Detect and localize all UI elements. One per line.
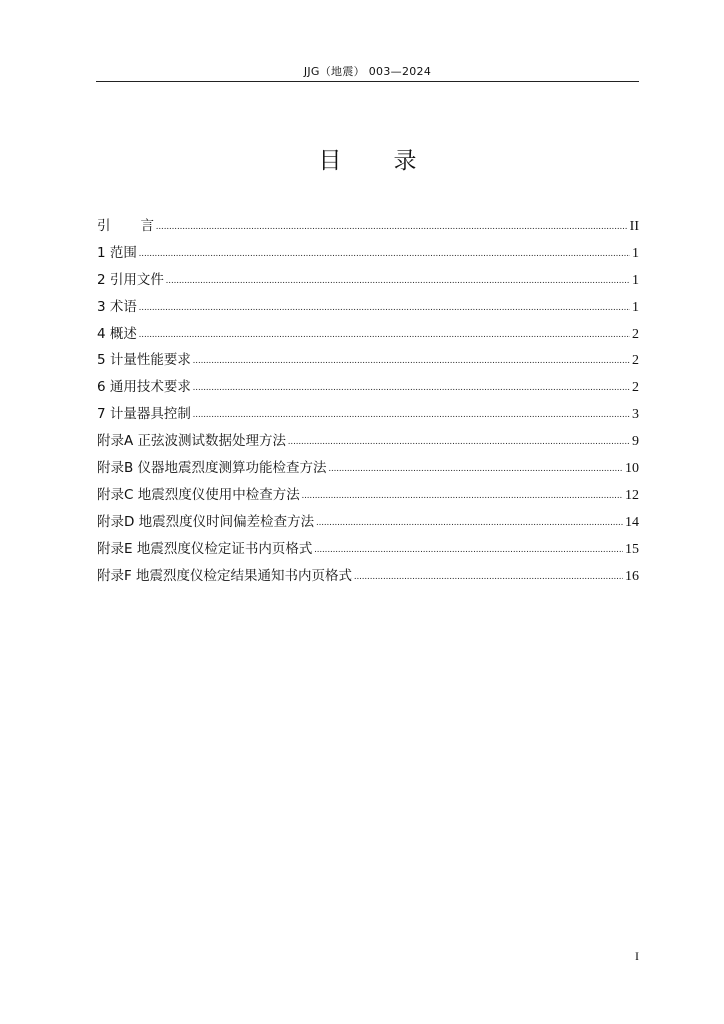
toc-entry-introduction[interactable] — [97, 213, 639, 240]
toc-entry-6[interactable] — [97, 374, 639, 401]
toc-entry-page: 14 — [625, 514, 639, 530]
toc-entry-7[interactable] — [97, 401, 639, 428]
toc-entry-page: 12 — [625, 487, 639, 503]
toc-leader-dots — [193, 355, 630, 365]
header-rule — [96, 81, 639, 82]
toc-entry-3[interactable] — [97, 294, 639, 321]
toc-entry-label: 附录A 正弦波测试数据处理方法 — [97, 433, 287, 450]
toc-entry-appendix-c[interactable] — [97, 482, 639, 509]
toc-entry-label: 3 术语 — [97, 298, 137, 315]
toc-entry-page: 3 — [632, 407, 639, 423]
toc-entry-label: 2 引用文件 — [97, 271, 164, 288]
toc-entry-page: 1 — [632, 272, 639, 288]
toc-entry-label: 附录F 地震烈度仪检定结果通知书内页格式 — [97, 567, 353, 584]
toc-entry-page: II — [629, 219, 639, 234]
toc-entry-appendix-d[interactable] — [97, 509, 639, 536]
toc-leader-dots — [329, 463, 623, 473]
toc-leader-dots — [139, 302, 630, 312]
toc-entry-label: 5 计量性能要求 — [97, 352, 191, 369]
toc-leader-dots — [139, 248, 630, 258]
toc-entry-label: 附录C 地震烈度仪使用中检查方法 — [97, 486, 300, 503]
toc-entry-label: 附录B 仪器地震烈度测算功能检查方法 — [97, 460, 327, 477]
toc-leader-dots — [139, 329, 630, 339]
toc-leader-dots — [166, 275, 630, 285]
toc-leader-dots — [193, 409, 630, 419]
toc-entry-label: 引 言 — [97, 218, 154, 234]
running-header — [96, 64, 639, 79]
title-char-1: 目 — [318, 148, 342, 174]
toc-entry-page: 2 — [632, 353, 639, 369]
toc-entry-2[interactable] — [97, 267, 639, 294]
toc-entry-appendix-e[interactable] — [97, 536, 639, 563]
toc-entry-label: 附录D 地震烈度仪时间偏差检查方法 — [97, 513, 315, 530]
toc-entry-page: 2 — [632, 326, 639, 342]
toc-entry-label: 4 概述 — [97, 325, 137, 342]
toc-leader-dots — [193, 382, 630, 392]
toc-entry-appendix-b[interactable] — [97, 455, 639, 482]
toc-entry-page: 1 — [632, 299, 639, 315]
toc-leader-dots — [156, 221, 628, 231]
toc-leader-dots — [314, 544, 623, 554]
toc-entry-page: 1 — [632, 245, 639, 261]
toc-leader-dots — [288, 436, 630, 446]
toc-entry-page: 9 — [632, 434, 639, 450]
toc-entry-appendix-f[interactable] — [97, 563, 639, 590]
toc-entry-label: 附录E 地震烈度仪检定证书内页格式 — [97, 540, 313, 557]
toc-entry-5[interactable] — [97, 347, 639, 374]
toc-leader-dots — [316, 517, 623, 527]
page-title — [96, 146, 639, 176]
toc-entry-page: 10 — [625, 461, 639, 477]
toc-entry-page: 15 — [625, 541, 639, 557]
toc-leader-dots — [354, 571, 623, 581]
toc-entry-label: 7 计量器具控制 — [97, 406, 191, 423]
toc-entry-appendix-a[interactable] — [97, 428, 639, 455]
toc-leader-dots — [302, 490, 623, 500]
page-number: I — [635, 949, 639, 963]
toc-entry-1[interactable] — [97, 240, 639, 267]
toc-entry-4[interactable] — [97, 321, 639, 348]
standard-code: JJG（地震） 003—2024 — [303, 65, 432, 78]
toc-entry-label: 1 范围 — [97, 244, 137, 261]
toc-entry-page: 2 — [632, 380, 639, 396]
toc-entry-page: 16 — [625, 568, 639, 584]
title-char-2: 录 — [393, 148, 417, 174]
table-of-contents — [97, 213, 639, 589]
toc-entry-label: 6 通用技术要求 — [97, 379, 191, 396]
